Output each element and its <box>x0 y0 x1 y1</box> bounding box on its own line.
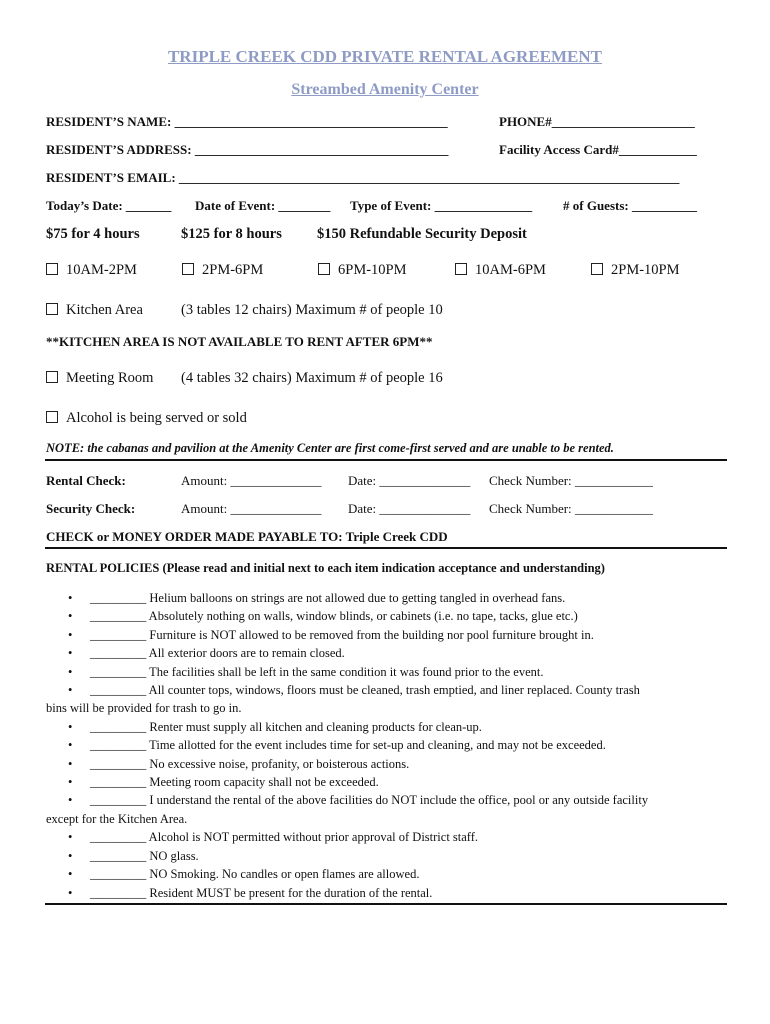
policy-list <box>46 589 726 902</box>
divider <box>45 547 727 549</box>
rental-check-date[interactable]: Date: ______________ <box>348 473 471 488</box>
security-check-number[interactable]: Check Number: ____________ <box>489 501 653 516</box>
meeting-room-detail: (4 tables 32 chairs) Maximum # of people 16 <box>181 370 443 386</box>
policy-item: • _________ The facilities shall be left in the same condition it was found prior to the event. <box>46 663 726 681</box>
policy-item: • _________ Resident MUST be present for the duration of the rental. <box>46 884 726 902</box>
bullet: • <box>68 793 73 808</box>
guest-count-field[interactable]: # of Guests: __________ <box>563 198 697 213</box>
bullet: • <box>68 591 73 605</box>
document-title: TRIPLE CREEK CDD PRIVATE RENTAL AGREEMENT <box>167 47 603 66</box>
policy-item: • _________ All counter tops, windows, floors must be cleaned, trash emptied, and liner replaced. County trash bins will be provided for trash to go in. <box>46 683 640 716</box>
access-card-field[interactable]: Facility Access Card#____________ <box>499 142 697 157</box>
resident-name-field[interactable]: RESIDENT’S NAME: __________________________________________ <box>46 114 448 129</box>
policy-item: • _________ Renter must supply all kitchen and cleaning products for clean-up. <box>46 718 726 736</box>
rental-check-label: Rental Check: <box>46 473 126 488</box>
time-slot-option[interactable] <box>182 262 263 279</box>
bullet: • <box>68 627 73 642</box>
checkbox[interactable] <box>46 263 58 275</box>
checkbox[interactable] <box>591 263 603 275</box>
price-four-hours: $75 for 4 hours <box>46 226 140 242</box>
resident-address-field[interactable]: RESIDENT’S ADDRESS: _______________________________________ <box>46 142 449 157</box>
rental-check-amount[interactable]: Amount: ______________ <box>181 473 322 488</box>
divider <box>45 903 727 905</box>
policy-item: • _________ Time allotted for the event includes time for set-up and cleaning, and may not be exceeded. <box>46 736 726 754</box>
phone-field[interactable]: PHONE#______________________ <box>499 114 695 129</box>
bullet: • <box>68 609 73 624</box>
policy-item: • _________ I understand the rental of the above facilities do NOT include the office, pool or any outside facility except for the Kitchen Area. <box>46 793 649 826</box>
cabana-note: NOTE: the cabanas and pavilion at the Amenity Center are first come-first served and are unable to be rented. <box>46 441 614 455</box>
divider <box>45 459 727 461</box>
bullet: • <box>68 646 73 661</box>
time-slot-option[interactable] <box>455 262 546 279</box>
checkbox[interactable] <box>46 371 58 383</box>
resident-email-field[interactable]: RESIDENT’S EMAIL: _____________________________________________________________________________ <box>46 170 680 185</box>
policy-item: • _________ Helium balloons on strings are not allowed due to getting tangled in overhead fans. <box>46 589 726 607</box>
policy-item: • _________ Absolutely nothing on walls, window blinds, or cabinets (i.e. no tape, tacks, glue etc.) <box>46 607 726 625</box>
time-slot-label: 2PM-10PM <box>611 262 680 278</box>
time-slot-label: 10AM-2PM <box>66 262 137 278</box>
bullet: • <box>68 867 73 882</box>
document-subtitle: Streambed Amenity Center <box>291 81 479 98</box>
security-check-amount[interactable]: Amount: ______________ <box>181 501 322 516</box>
rental-check-number[interactable]: Check Number: ____________ <box>489 473 653 488</box>
event-date-field[interactable]: Date of Event: ________ <box>195 198 331 213</box>
time-slot-option[interactable] <box>591 262 680 279</box>
bullet: • <box>68 719 73 734</box>
bullet: • <box>68 885 73 900</box>
bullet: • <box>68 848 73 863</box>
policies-heading: RENTAL POLICIES (Please read and initial next to each item indication acceptance and understanding) <box>46 561 605 575</box>
policy-item: • _________ NO glass. <box>46 847 726 865</box>
policy-item: • _________ Alcohol is NOT permitted without prior approval of District staff. <box>46 828 726 846</box>
bullet: • <box>68 775 73 790</box>
kitchen-area-detail: (3 tables 12 chairs) Maximum # of people 10 <box>181 302 443 318</box>
meeting-room-label: Meeting Room <box>66 370 154 386</box>
alcohol-label: Alcohol is being served or sold <box>66 410 247 426</box>
event-type-field[interactable]: Type of Event: _______________ <box>350 198 533 213</box>
security-check-label: Security Check: <box>46 501 136 516</box>
time-slot-option[interactable] <box>318 262 407 279</box>
meeting-room-option[interactable] <box>46 370 153 387</box>
checkbox[interactable] <box>46 411 58 423</box>
policy-item: • _________ Furniture is NOT allowed to be removed from the building nor pool furniture brought in. <box>46 626 726 644</box>
bullet: • <box>68 830 73 845</box>
policy-item: • _________ No excessive noise, profanity, or boisterous actions. <box>46 755 726 773</box>
security-deposit: $150 Refundable Security Deposit <box>317 226 527 242</box>
kitchen-warning: **KITCHEN AREA IS NOT AVAILABLE TO RENT AFTER 6PM** <box>46 334 433 349</box>
payable-to: CHECK or MONEY ORDER MADE PAYABLE TO: Triple Creek CDD <box>46 529 448 544</box>
policy-item: • _________ Meeting room capacity shall not be exceeded. <box>46 773 726 791</box>
kitchen-area-option[interactable] <box>46 302 143 319</box>
kitchen-area-label: Kitchen Area <box>66 302 143 318</box>
security-check-date[interactable]: Date: ______________ <box>348 501 471 516</box>
todays-date-field[interactable]: Today’s Date: _______ <box>46 198 172 213</box>
bullet: • <box>68 683 73 698</box>
checkbox[interactable] <box>318 263 330 275</box>
checkbox[interactable] <box>182 263 194 275</box>
policy-item: • _________ NO Smoking. No candles or open flames are allowed. <box>46 865 726 883</box>
alcohol-option[interactable] <box>46 410 247 427</box>
checkbox[interactable] <box>46 303 58 315</box>
policy-item: • _________ All exterior doors are to remain closed. <box>46 644 726 662</box>
time-slot-option[interactable] <box>46 262 137 279</box>
bullet: • <box>68 738 73 753</box>
time-slot-label: 10AM-6PM <box>475 262 546 278</box>
price-eight-hours: $125 for 8 hours <box>181 226 282 242</box>
bullet: • <box>68 664 73 679</box>
time-slot-label: 6PM-10PM <box>338 262 407 278</box>
checkbox[interactable] <box>455 263 467 275</box>
time-slot-label: 2PM-6PM <box>202 262 264 278</box>
bullet: • <box>68 756 73 771</box>
